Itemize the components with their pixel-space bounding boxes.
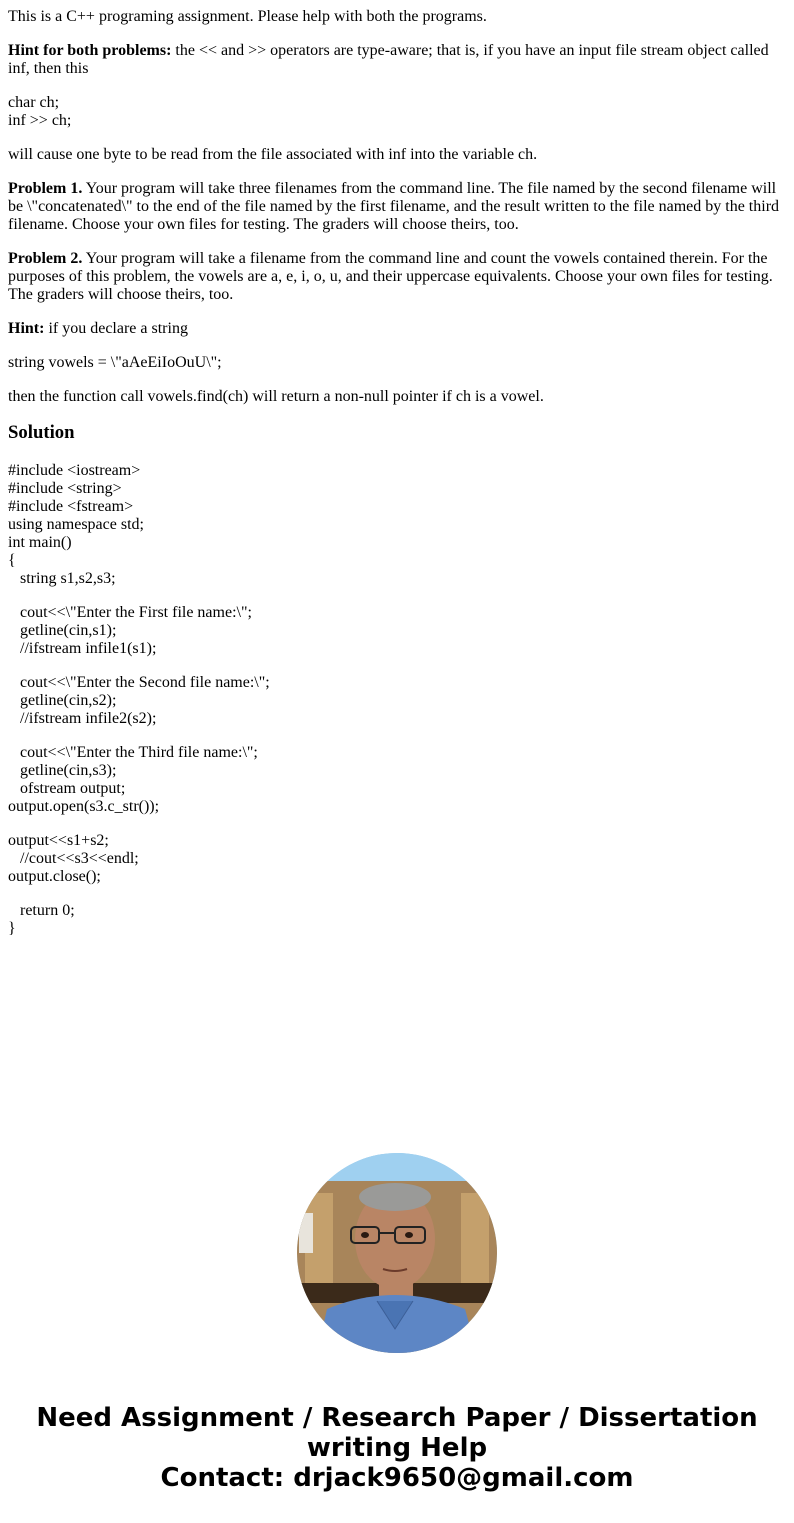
author-photo — [297, 1153, 497, 1353]
code-line: //cout<<s3<<endl; — [8, 850, 139, 867]
vowels-note: then the function call vowels.find(ch) will return a non-null pointer if ch is a vowel. — [8, 388, 544, 405]
code-line: { — [8, 552, 16, 569]
problem2-paragraph — [8, 250, 786, 304]
code-line: string s1,s2,s3; — [8, 570, 116, 587]
problem1-text: Your program will take three filenames from the command line. The file named by the second filename will be \"concatenated\" to the end of the file named by the first filename, and the result written to the file named by the third filename. Choose your own files for testing. The graders will choose theirs, too. — [8, 180, 780, 233]
code-line — [8, 658, 786, 674]
code-example — [8, 94, 786, 130]
code-line: #include <iostream> — [8, 462, 141, 479]
hint2-label: Hint: — [8, 320, 45, 337]
hint-both-paragraph — [8, 42, 786, 78]
code-line: return 0; — [8, 902, 75, 919]
problem1-paragraph — [8, 180, 786, 234]
hint-both-text: the << and >> operators are type-aware; that is, if you have an input file stream object called inf, then this — [8, 42, 769, 77]
promo-line-1: Need Assignment / Research Paper / Dissertation — [36, 1403, 758, 1433]
hint-both-label: Hint for both problems: — [8, 42, 172, 59]
code-line: output<<s1+s2; — [8, 832, 109, 849]
code-line — [8, 588, 786, 604]
code-line: #include <fstream> — [8, 498, 134, 515]
problem2-text: Your program will take a filename from the command line and count the vowels contained therein. For the purposes of this problem, the vowels are a, e, i, o, u, and their uppercase equivalents. Choose your own files for testing. The graders will choose theirs, too. — [8, 250, 773, 303]
explain-text: will cause one byte to be read from the file associated with inf into the variable ch. — [8, 146, 538, 163]
promo-contact: Contact: drjack9650@gmail.com — [160, 1463, 634, 1493]
code-line: cout<<\"Enter the Second file name:\"; — [8, 674, 270, 691]
code-line: output.open(s3.c_str()); — [8, 798, 160, 815]
promo-line-2: writing Help — [306, 1433, 488, 1463]
problem1-label: Problem 1. — [8, 180, 83, 197]
code-line: } — [8, 920, 16, 937]
code-line — [8, 886, 786, 902]
intro-text: This is a C++ programing assignment. Please help with both the programs. — [8, 8, 487, 25]
code-line: using namespace std; — [8, 516, 144, 533]
code-line: cout<<\"Enter the Third file name:\"; — [8, 744, 258, 761]
problem2-label: Problem 2. — [8, 250, 83, 267]
code-line — [8, 728, 786, 744]
hint2-text: if you declare a string — [44, 320, 188, 337]
code-line: //ifstream infile1(s1); — [8, 640, 157, 657]
code-example-line: char ch; — [8, 94, 60, 111]
code-line: getline(cin,s1); — [8, 622, 117, 639]
code-line: //ifstream infile2(s2); — [8, 710, 157, 727]
portrait-image — [297, 1153, 497, 1353]
vowels-declaration: string vowels = \"aAeEiIoOuU\"; — [8, 354, 222, 371]
code-line — [8, 816, 786, 832]
promo-footer — [0, 1403, 794, 1493]
solution-code-block — [8, 462, 786, 938]
code-line: getline(cin,s2); — [8, 692, 117, 709]
code-line: #include <string> — [8, 480, 122, 497]
code-line: cout<<\"Enter the First file name:\"; — [8, 604, 252, 621]
code-line: ofstream output; — [8, 780, 126, 797]
code-line: output.close(); — [8, 868, 101, 885]
code-example-line: inf >> ch; — [8, 112, 72, 129]
hint2-paragraph — [8, 320, 786, 338]
code-line: int main() — [8, 534, 72, 551]
code-line: getline(cin,s3); — [8, 762, 117, 779]
solution-heading: Solution — [8, 422, 75, 443]
